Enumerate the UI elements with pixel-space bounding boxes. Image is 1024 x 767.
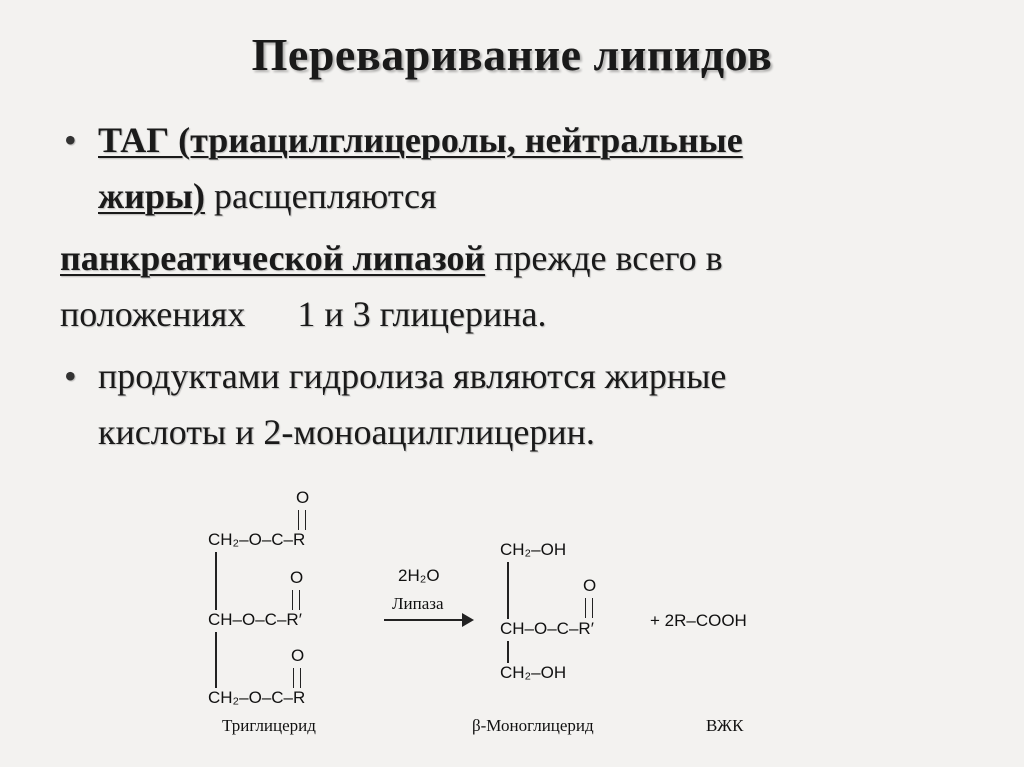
tg-oxygen-1: O xyxy=(296,488,310,507)
paragraph-lipase xyxy=(60,230,960,342)
bullet-icon: • xyxy=(64,356,77,396)
lipase-term: панкреатической липазой xyxy=(60,238,486,278)
tg-oxygen-2: O xyxy=(290,568,304,587)
reagent-water: 2H₂O xyxy=(398,566,440,585)
slide-title: Переваривание липидов xyxy=(251,29,773,80)
mg-bond-1 xyxy=(507,562,509,619)
hydrolysis-scheme xyxy=(0,476,1024,746)
reagent-lipase: Липаза xyxy=(392,594,444,613)
mg-row-1: CH₂–OH xyxy=(500,540,567,559)
tg-double-bond-2 xyxy=(292,590,300,610)
bullet-item-2 xyxy=(60,348,960,460)
tg-bond-1 xyxy=(215,552,217,610)
caption-ffa: ВЖК xyxy=(706,716,744,735)
caption-monoglyceride: β-Моноглицерид xyxy=(472,716,594,735)
tag-term: ТАГ (триацилглицеролы, нейтральные xyxy=(98,120,743,160)
tg-row-2: CH–O–C–R′ xyxy=(208,610,302,629)
tg-double-bond-3 xyxy=(293,668,301,688)
slide-body xyxy=(60,112,960,460)
mg-bond-2 xyxy=(507,641,509,663)
caption-triglyceride: Триглицерид xyxy=(222,716,316,735)
tag-term-cont: жиры) xyxy=(98,176,205,216)
tg-bond-2 xyxy=(215,632,217,688)
bullet-icon: • xyxy=(64,120,77,160)
arrow-head-icon xyxy=(462,613,474,627)
bullet-1-rest: расщепляются xyxy=(213,176,437,216)
bullet-item-1 xyxy=(60,112,960,224)
positions-values: 1 и 3 глицерина. xyxy=(297,294,547,334)
reaction-arrow xyxy=(384,619,470,621)
mg-double-bond xyxy=(585,598,593,618)
mg-row-2: CH–O–C–R′ xyxy=(500,619,594,638)
positions-text: положениях xyxy=(60,294,246,334)
tg-row-3: CH₂–O–C–R xyxy=(208,688,306,707)
tg-double-bond-1 xyxy=(298,510,306,530)
mg-oxygen: O xyxy=(583,576,597,595)
bullet-2-line-1: продуктами гидролиза являются жирные xyxy=(98,356,727,396)
tg-oxygen-3: O xyxy=(291,646,305,665)
mg-row-3: CH₂–OH xyxy=(500,663,567,682)
fatty-acid-product: + 2R–COOH xyxy=(650,611,747,630)
lipase-rest: прежде всего в xyxy=(494,238,723,278)
tg-row-1: CH₂–O–C–R xyxy=(208,530,306,549)
bullet-2-line-2: кислоты и 2-моноацилглицерин. xyxy=(98,412,595,452)
